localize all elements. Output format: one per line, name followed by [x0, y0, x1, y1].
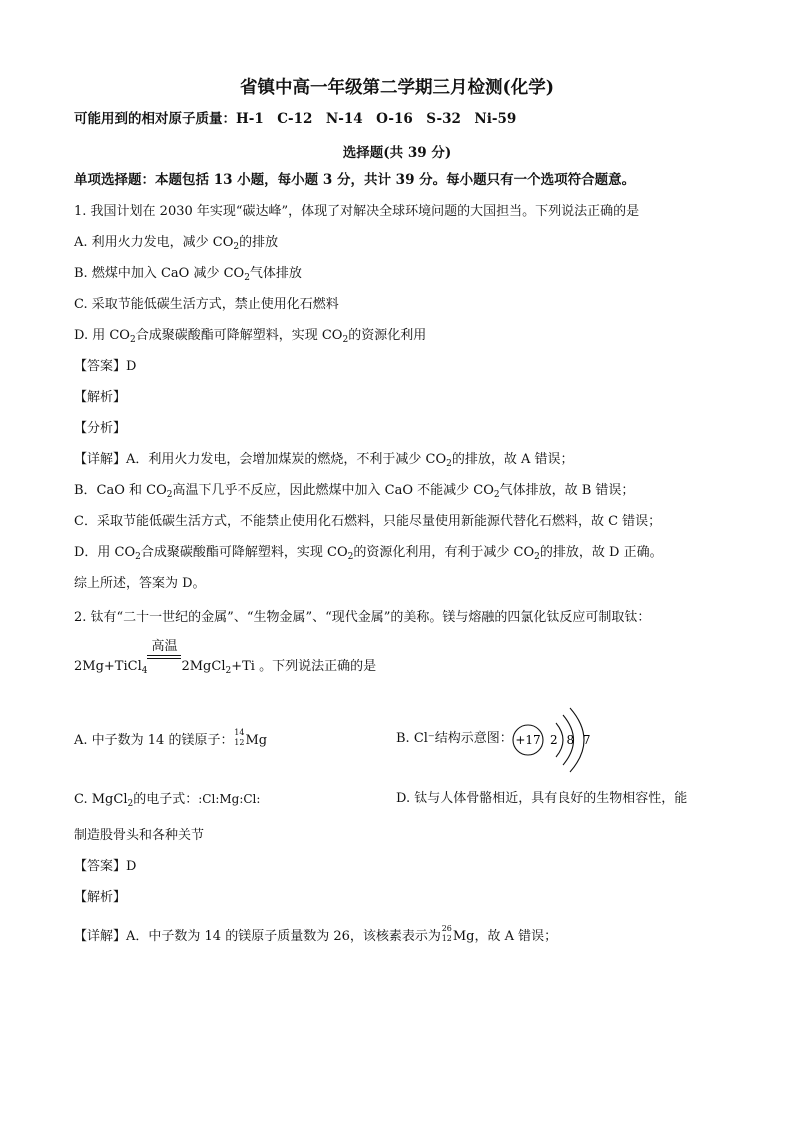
q1-stem: 1. 我国计划在 2030 年实现“碳达峰”，体现了对解决全球环境问题的大国担当。下列说法正确的是	[74, 204, 640, 219]
chloride-structure-diagram	[500, 705, 610, 775]
q1-option-a: A. 利用火力发电，减少 $CO_2$的排放	[74, 235, 279, 252]
shell-electrons: 2 8 7	[550, 733, 594, 747]
q1-detail-b: B．CaO 和 $CO_2$高温下几乎不反应，因此燃煤中加入 CaO 不能减少 $CO_2$气体排放，故 B 错误；	[74, 483, 635, 500]
q2-option-b: B. Cl⁻结构示意图：	[396, 731, 513, 746]
q1-summary: 综上所述，答案为 D。	[74, 576, 206, 591]
q1-option-c: C. 采取节能低碳生活方式，禁止使用化石燃料	[74, 297, 339, 312]
q2-option-a: A. 中子数为 14 的镁原子： 14 12 Mg	[74, 728, 268, 748]
section-heading: 选择题(共 39 分)	[342, 145, 452, 161]
isotope-notation: 14 12	[234, 728, 245, 747]
page-title: 省镇中高一年级第二学期三月检测(化学)	[239, 78, 555, 98]
atomic-masses: 可能用到的相对原子质量：H-1 C-12 N-14 O-16 S-32 Ni-59	[74, 111, 517, 127]
q2-detail-a: 【详解】A．中子数为 14 的镁原子质量数为 26，该核素表示为 26 12 Mg，故 A 错误；	[74, 924, 558, 944]
nucleus-charge: +17	[515, 733, 541, 747]
electron-dot-formula: :Cl:Mg:Cl:	[198, 792, 261, 806]
q2-option-c: C. MgCl$_2$的电子式：:Cl:Mg:Cl:	[74, 792, 261, 809]
q2-option-d-line1: D. 钛与人体骨骼相近，具有良好的生物相容性，能	[396, 791, 688, 806]
q2-equation: 2Mg+TiCl$_4$ 高温 2MgCl$_2$+Ti 。下列说法正确的是	[74, 639, 377, 676]
q2-stem: 2. 钛有“二十一世纪的金属”、“生物金属”、“现代金属”的美称。镁与熔融的四氯化钛反应可制取钛：	[74, 610, 651, 625]
reaction-arrow: 高温	[147, 654, 181, 672]
q1-detail-a: 【详解】A．利用火力发电，会增加煤炭的燃烧，不利于减少 $CO_2$的排放，故 A 错误；	[74, 452, 574, 469]
instructions: 单项选择题：本题包括 13 小题，每小题 3 分，共计 39 分。每小题只有一个选项符合题意。	[74, 172, 636, 188]
q2-answer: 【答案】D	[74, 859, 137, 874]
q1-analysis-label: 【解析】	[74, 390, 127, 405]
q2-option-d-line2: 制造股骨头和各种关节	[74, 828, 205, 843]
q1-answer: 【答案】D	[74, 359, 137, 374]
q1-option-d: D. 用 $CO_2$合成聚碳酸酯可降解塑料，实现 $CO_2$的资源化利用	[74, 328, 427, 345]
q1-detail-c: C．采取节能低碳生活方式，不能禁止使用化石燃料，只能尽量使用新能源代替化石燃料，故 C 错误；	[74, 514, 662, 529]
q1-option-b: B. 燃煤中加入 CaO 减少 $CO_2$气体排放	[74, 266, 302, 283]
q1-detail-d: D．用 $CO_2$合成聚碳酸酯可降解塑料，实现 $CO_2$的资源化利用，有利于减少 $CO_2$的排放，故 D 正确。	[74, 545, 663, 562]
q1-fenxi-label: 【分析】	[74, 421, 127, 436]
isotope-notation-26: 26 12	[441, 924, 452, 943]
q2-analysis-label: 【解析】	[74, 890, 127, 905]
